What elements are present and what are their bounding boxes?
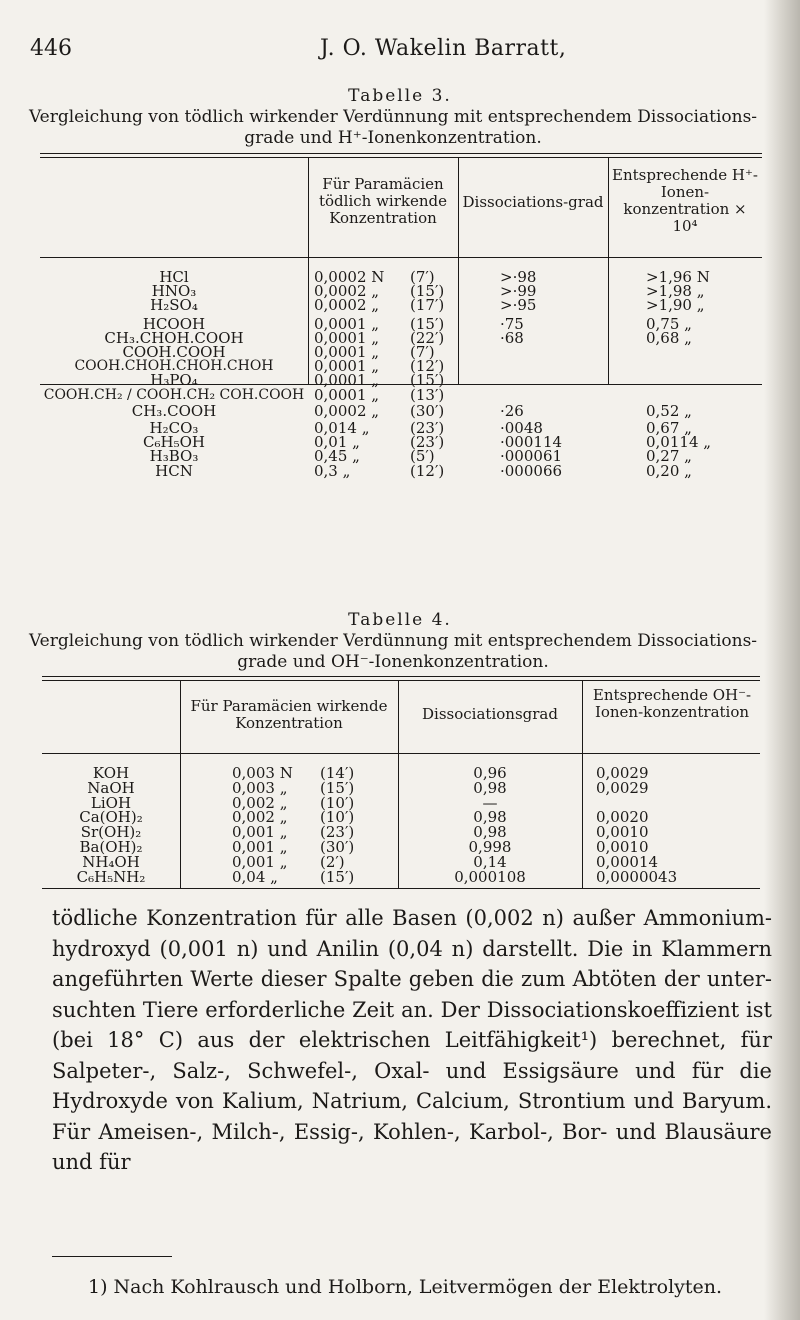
body-text: tödliche Konzentration für alle Basen (0,002 n) außer Ammonium-hydroxyd (0,001 n) und Anilin (0,04 n) darstellt. Die in Klammern angeführten Werte dieser Spalte geben die zum Abtöten der unter-suchten Tiere erforderliche Zeit an. Der Dissociationskoeffizient ist (bei 18° C) aus der elektrischen Leitfähigkeit¹) berechnet, für Salpeter-, Salz-, Schwefel-, Oxal- und Essigsäure und für die Hydroxyde von Kalium, Natrium, Calcium, Strontium und Baryum. Für Ameisen-, Milch-, Essig-, Kohlen-, Karbol-, Bor- und Blausäure und für: [52, 906, 772, 1174]
table4-substance: Ba(OH)₂: [79, 838, 143, 856]
table4-caption: Tabelle 4.: [348, 610, 452, 630]
table3-substance: HCl: [159, 268, 189, 286]
table3-substance: C₆H₅OH: [143, 433, 205, 451]
table3-time: (13′): [410, 386, 445, 404]
table3-dissociation: ·000061: [500, 447, 563, 465]
table3-ion-concentration: 0,0114 „: [646, 433, 712, 451]
table4-ion-concentration: 0,0029: [596, 764, 649, 782]
table3-substance: H₃BO₃: [149, 447, 199, 465]
table3-concentration: 0,0002 „: [314, 296, 380, 314]
table3-ion-concentration: 0,68 „: [646, 329, 692, 347]
table3-col-header-concentration: Für Paramäcien tödlich wirkende Konzentration: [319, 175, 447, 227]
body-paragraph: [52, 903, 772, 1178]
table4-ion-concentration: 0,0020: [596, 808, 649, 826]
table4-ion-concentration: 0,00014: [596, 853, 659, 871]
table3-concentration: 0,0001 „: [314, 371, 380, 389]
table4-dissociation: —: [482, 794, 498, 812]
table3-dissociation: ·000066: [500, 462, 563, 480]
table4-substance: C₆H₅NH₂: [76, 868, 146, 886]
table3-dissociation: >·98: [500, 268, 537, 286]
table3-ion-concentration: >1,90 „: [646, 296, 705, 314]
table3-ion-concentration: >1,96 N: [646, 268, 710, 286]
table3-ion-concentration: >1,98 „: [646, 282, 705, 300]
table3-concentration: 0,0001 „: [314, 343, 380, 361]
table4-dissociation: 0,000108: [454, 868, 526, 886]
table3-concentration: 0,0001 „: [314, 315, 380, 333]
table3-time: (23′): [410, 433, 445, 451]
footnote-rule: [52, 1256, 172, 1257]
table4-ion-concentration: 0,0010: [596, 838, 649, 856]
table3-dissociation: ·68: [500, 329, 524, 347]
table3-time: (7′): [410, 343, 435, 361]
table3-substance: COOH.CHOH.CHOH.CHOH: [74, 358, 274, 374]
table3-dissociation: >·95: [500, 296, 537, 314]
table3-substance: COOH.COOH: [122, 343, 226, 361]
table4-substance: NH₄OH: [82, 853, 140, 871]
table4-substance: KOH: [92, 764, 130, 782]
table3-time: (22′): [410, 329, 445, 347]
table4-time: (10′): [320, 808, 355, 826]
table3-concentration: 0,0001 „: [314, 329, 380, 347]
table3-substance: COOH.CH₂ / COOH.CH₂ COH.COOH: [43, 387, 305, 403]
table3-time: (15′): [410, 282, 445, 300]
table4-substance: Ca(OH)₂: [79, 808, 143, 826]
table3-time: (15′): [410, 371, 445, 389]
table3-dissociation: ·75: [500, 315, 524, 333]
table3-time: (12′): [410, 462, 445, 480]
table4-subtitle: Vergleichung von tödlich wirkender Verdünnung mit entsprechendem Dissociations-grade und OH⁻-Ionenkonzentration.: [28, 631, 758, 672]
table3-concentration: 0,0002 „: [314, 402, 380, 420]
table4-time: (30′): [320, 838, 355, 856]
table4-concentration: 0,04 „: [232, 868, 278, 886]
table3-substance: CH₃.CHOH.COOH: [104, 329, 244, 347]
table3-concentration: 0,3 „: [314, 462, 351, 480]
table3-concentration: 0,45 „: [314, 447, 360, 465]
table4-concentration: 0,003 „: [232, 779, 288, 797]
table3-caption: Tabelle 3.: [348, 86, 452, 106]
table3-time: (23′): [410, 419, 445, 437]
table3-dissociation: ·000114: [500, 433, 563, 451]
table3-col-header-ion-concentration: Entsprechende H⁺-Ionen-konzentration × 10⁴: [612, 166, 758, 235]
table4-time: (2′): [320, 853, 345, 871]
table4-dissociation: 0,98: [473, 779, 507, 797]
table3-concentration: 0,0002 „: [314, 282, 380, 300]
table3-substance: HNO₃: [151, 282, 197, 300]
table4-time: (10′): [320, 794, 355, 812]
table3-dissociation: ·26: [500, 402, 524, 420]
table3-ion-concentration: 0,52 „: [646, 402, 692, 420]
table3-ion-concentration: 0,67 „: [646, 419, 692, 437]
table4-dissociation: 0,98: [473, 808, 507, 826]
table3-substance: HCOOH: [142, 315, 206, 333]
table4-concentration: 0,003 N: [232, 764, 293, 782]
table4-ion-concentration: 0,0029: [596, 779, 649, 797]
table4-time: (14′): [320, 764, 355, 782]
table3-substance: H₃PO₄: [150, 371, 198, 389]
table4-col-header-dissociation: Dissociationsgrad: [422, 705, 558, 723]
table3-time: (17′): [410, 296, 445, 314]
table4-concentration: 0,002 „: [232, 808, 288, 826]
table4-dissociation: 0,998: [468, 838, 512, 856]
table4-time: (23′): [320, 823, 355, 841]
table3-substance: H₂SO₄: [150, 296, 198, 314]
footnote: 1) Nach Kohlrausch und Holborn, Leitvermögen der Elektrolyten.: [88, 1276, 723, 1298]
table4-ion-concentration: 0,0000043: [596, 868, 678, 886]
table3-concentration: 0,0001 „: [314, 357, 380, 375]
table3-time: (5′): [410, 447, 435, 465]
table3-dissociation: >·99: [500, 282, 537, 300]
table3-ion-concentration: 0,27 „: [646, 447, 692, 465]
table4-time: (15′): [320, 779, 355, 797]
table3-concentration: 0,014 „: [314, 419, 370, 437]
table3-concentration: 0,0002 N: [314, 268, 385, 286]
page-number: 446: [30, 36, 72, 61]
table3-substance: H₂CO₃: [149, 419, 199, 437]
page-header: [30, 36, 770, 62]
table3-time: (12′): [410, 357, 445, 375]
table3-col-header-dissociation: Dissociations-grad: [462, 193, 604, 211]
table3-time: (7′): [410, 268, 435, 286]
table4-concentration: 0,002 „: [232, 794, 288, 812]
table3-concentration: 0,0001 „: [314, 386, 380, 404]
table4-concentration: 0,001 „: [232, 853, 288, 871]
table4-dissociation: 0,14: [473, 853, 507, 871]
table3-concentration: 0,01 „: [314, 433, 360, 451]
running-title: J. O. Wakelin Barratt,: [320, 36, 567, 61]
table3-ion-concentration: 0,20 „: [646, 462, 692, 480]
table4-substance: Sr(OH)₂: [80, 823, 142, 841]
table4-dissociation: 0,98: [473, 823, 507, 841]
table4-col-header-ion-concentration: Entsprechende OH⁻-Ionen-konzentration: [592, 686, 752, 721]
table4-time: (15′): [320, 868, 355, 886]
table4-substance: NaOH: [87, 779, 135, 797]
table3-ion-concentration: 0,75 „: [646, 315, 692, 333]
table4-col-header-concentration: Für Paramäcien wirkende Konzentration: [190, 697, 388, 732]
table4-dissociation: 0,96: [473, 764, 507, 782]
table4-substance: LiOH: [90, 794, 132, 812]
table4-concentration: 0,001 „: [232, 838, 288, 856]
table3-subtitle: Vergleichung von tödlich wirkender Verdünnung mit entsprechendem Dissociations-grade und H⁺-Ionenkonzentration.: [28, 107, 758, 148]
table3-time: (15′): [410, 315, 445, 333]
table3-time: (30′): [410, 402, 445, 420]
table4-ion-concentration: 0,0010: [596, 823, 649, 841]
table3-dissociation: ·0048: [500, 419, 543, 437]
table3-substance: CH₃.COOH: [131, 402, 217, 420]
table3-substance: HCN: [155, 462, 193, 480]
table4-concentration: 0,001 „: [232, 823, 288, 841]
